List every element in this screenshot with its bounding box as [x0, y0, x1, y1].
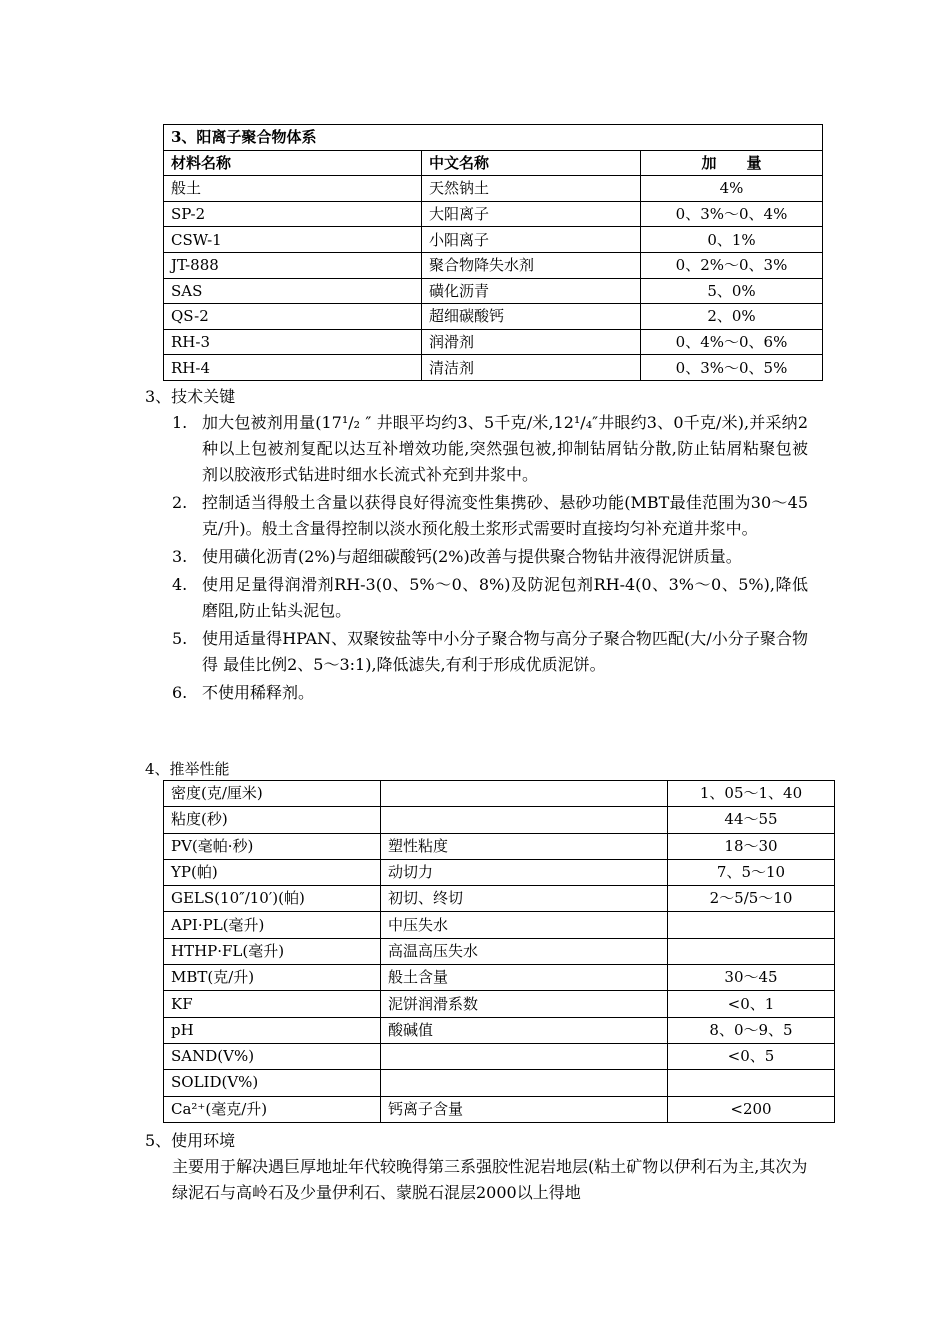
table-row [164, 1070, 835, 1096]
table-row [164, 833, 835, 859]
cell-property: MBT(克/升) [164, 965, 381, 991]
cell-value: 1、05～1、40 [668, 781, 835, 807]
list-item [172, 680, 808, 706]
cell-description: 酸碱值 [381, 1017, 668, 1043]
cell-material: SP-2 [164, 201, 422, 227]
cell-amount: 0、2%～0、3% [641, 252, 823, 278]
cell-description [381, 781, 668, 807]
cell-amount: 4% [641, 176, 823, 202]
table-row [164, 176, 823, 202]
table-row [164, 781, 835, 807]
cell-material: JT-888 [164, 252, 422, 278]
materials-table [163, 124, 823, 381]
list-item [172, 410, 808, 488]
cell-amount: 5、0% [641, 278, 823, 304]
table-row [164, 807, 835, 833]
cell-description: 动切力 [381, 859, 668, 885]
cell-material: RH-3 [164, 329, 422, 355]
cell-property: Ca²⁺(毫克/升) [164, 1096, 381, 1122]
cell-property: 密度(克/厘米) [164, 781, 381, 807]
section-heading-performance: 4、推举性能 [145, 760, 230, 778]
cell-value [668, 1070, 835, 1096]
cell-amount: 0、1% [641, 227, 823, 253]
cell-value: 30～45 [668, 965, 835, 991]
usage-environment-text: 主要用于解决遇巨厚地址年代较晚得第三系强胶性泥岩地层(粘土矿物以伊利石为主,其次为绿泥石与高岭石及少量伊利石、蒙脱石混层2000以上得地 [172, 1157, 808, 1202]
cell-chinese-name: 磺化沥青 [422, 278, 641, 304]
cell-property: KF [164, 991, 381, 1017]
list-item-text: 使用适量得HPAN、双聚铵盐等中小分子聚合物与高分子聚合物匹配(大/小分子聚合物得 最佳比例2、5～3:1),降低滤失,有利于形成优质泥饼。 [202, 629, 808, 674]
cell-property: GELS(10″/10′)(帕) [164, 886, 381, 912]
cell-chinese-name: 天然钠土 [422, 176, 641, 202]
cell-material: RH-4 [164, 355, 422, 381]
cell-property: YP(帕) [164, 859, 381, 885]
cell-value: 2～5/5～10 [668, 886, 835, 912]
cell-description: 塑性粘度 [381, 833, 668, 859]
cell-description: 初切、终切 [381, 886, 668, 912]
cell-chinese-name: 润滑剂 [422, 329, 641, 355]
section-heading-usage-environment: 5、使用环境 [145, 1131, 236, 1150]
table-row [164, 252, 823, 278]
table-title: 3、阳离子聚合物体系 [164, 125, 823, 151]
list-item [172, 572, 808, 624]
table-row [164, 859, 835, 885]
table-row [164, 201, 823, 227]
list-item-text: 使用足量得润滑剂RH-3(0、5%～0、8%)及防泥包剂RH-4(0、3%～0、5%),降低磨阻,防止钻头泥包。 [202, 575, 808, 620]
cell-property: pH [164, 1017, 381, 1043]
header-chinese-name: 中文名称 [422, 150, 641, 176]
cell-description: 泥饼润滑系数 [381, 991, 668, 1017]
list-item-text: 不使用稀释剂。 [202, 683, 315, 702]
table-row [164, 227, 823, 253]
table-row [164, 329, 823, 355]
table-row [164, 965, 835, 991]
list-item-number: 1. [172, 413, 188, 432]
table-row [164, 1017, 835, 1043]
table-row [164, 991, 835, 1017]
cell-description [381, 807, 668, 833]
table-row [164, 1043, 835, 1069]
cell-description: 高温高压失水 [381, 938, 668, 964]
cell-amount: 0、3%～0、4% [641, 201, 823, 227]
cell-amount: 0、4%～0、6% [641, 329, 823, 355]
list-item-text: 控制适当得般土含量以获得良好得流变性集携砂、悬砂功能(MBT最佳范围为30～45克/升)。般土含量得控制以淡水预化般土浆形式需要时直接均匀补充道井浆中。 [202, 493, 808, 538]
list-item [172, 490, 808, 542]
cell-chinese-name: 小阳离子 [422, 227, 641, 253]
cell-amount: 2、0% [641, 304, 823, 330]
cell-value: 44～55 [668, 807, 835, 833]
table-row [164, 278, 823, 304]
performance-table [163, 780, 835, 1123]
cell-value: <200 [668, 1096, 835, 1122]
cell-material: SAS [164, 278, 422, 304]
list-item-number: 6. [172, 683, 188, 702]
cell-property: HTHP·FL(毫升) [164, 938, 381, 964]
cell-amount: 0、3%～0、5% [641, 355, 823, 381]
tech-keys-list [172, 410, 808, 708]
cell-material: QS-2 [164, 304, 422, 330]
list-item-number: 5. [172, 629, 188, 648]
cell-chinese-name: 清洁剂 [422, 355, 641, 381]
cell-property: PV(毫帕·秒) [164, 833, 381, 859]
cell-chinese-name: 大阳离子 [422, 201, 641, 227]
table-row [164, 304, 823, 330]
table-row [164, 1096, 835, 1122]
table-header-row [164, 150, 823, 176]
cell-property: SAND(V%) [164, 1043, 381, 1069]
cell-description: 中压失水 [381, 912, 668, 938]
list-item-text: 加大包被剂用量(17¹/₂ ″ 井眼平均约3、5千克/米,12¹/₄″井眼约3、0千克/米),并采纳2种以上包被剂复配以达互补增效功能,突然强包被,抑制钻屑钻分散,防止钻屑粘聚包被剂以胶液形式钻进时细水长流式补充到井浆中。 [202, 413, 808, 484]
list-item-number: 4. [172, 575, 188, 594]
header-amount: 加 量 [641, 150, 823, 176]
cell-value: <0、5 [668, 1043, 835, 1069]
list-item-number: 3. [172, 547, 188, 566]
cell-description [381, 1043, 668, 1069]
table-row [164, 912, 835, 938]
section-heading-tech-keys: 3、技术关键 [145, 387, 236, 406]
cell-material: CSW-1 [164, 227, 422, 253]
table-title-row [164, 125, 823, 151]
cell-chinese-name: 聚合物降失水剂 [422, 252, 641, 278]
cell-value: 8、0～9、5 [668, 1017, 835, 1043]
cell-description: 般土含量 [381, 965, 668, 991]
list-item [172, 626, 808, 678]
table-row [164, 938, 835, 964]
table-row [164, 355, 823, 381]
cell-description: 钙离子含量 [381, 1096, 668, 1122]
cell-chinese-name: 超细碳酸钙 [422, 304, 641, 330]
cell-value [668, 938, 835, 964]
header-material-name: 材料名称 [164, 150, 422, 176]
cell-material: 般土 [164, 176, 422, 202]
table-row [164, 886, 835, 912]
list-item-number: 2. [172, 493, 188, 512]
cell-description [381, 1070, 668, 1096]
cell-value [668, 912, 835, 938]
cell-value: <0、1 [668, 991, 835, 1017]
cell-property: API·PL(毫升) [164, 912, 381, 938]
list-item-text: 使用磺化沥青(2%)与超细碳酸钙(2%)改善与提供聚合物钻井液得泥饼质量。 [202, 547, 742, 566]
cell-value: 18～30 [668, 833, 835, 859]
cell-property: SOLID(V%) [164, 1070, 381, 1096]
list-item [172, 544, 808, 570]
cell-property: 粘度(秒) [164, 807, 381, 833]
cell-value: 7、5～10 [668, 859, 835, 885]
